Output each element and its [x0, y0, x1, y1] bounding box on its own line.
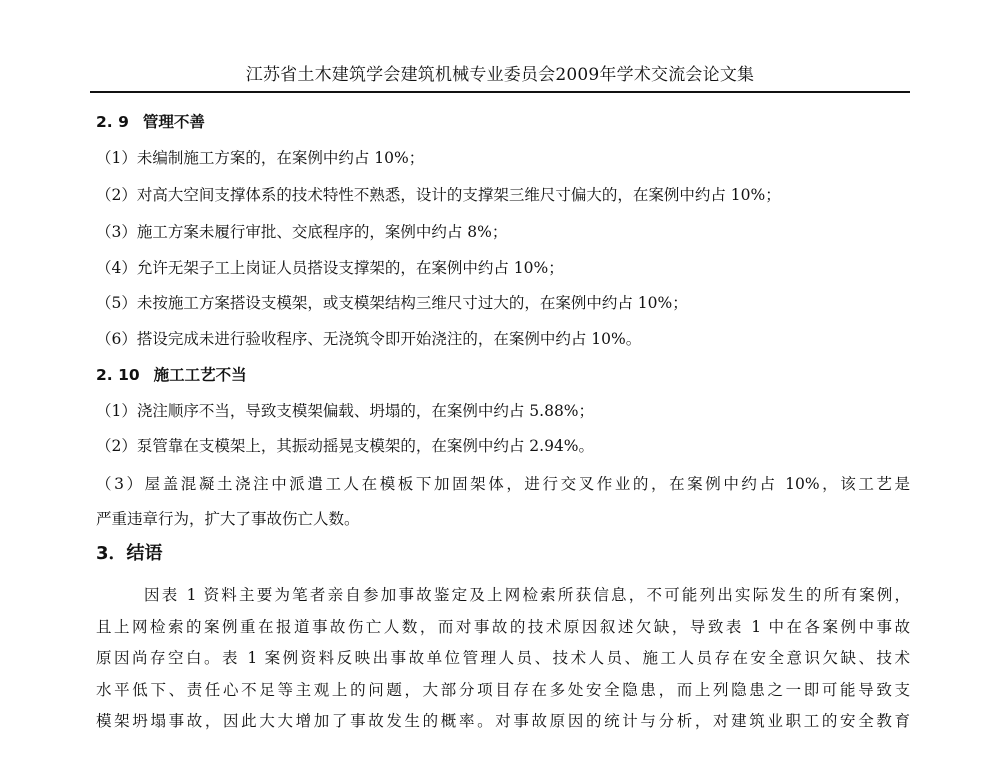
paragraph-line: 且上网检索的案例重在报道事故伤亡人数，而对事故的技术原因叙述欠缺，导致表 1 中在各案例中事故 — [96, 617, 910, 636]
section-2-10-item-3-continued: 严重违章行为，扩大了事故伤亡人数。 — [96, 510, 360, 528]
conclusion-paragraph — [96, 580, 910, 738]
section-3-heading: 3．结语 — [96, 543, 163, 564]
section-2-10-item-3: （3）屋盖混凝土浇注中派遣工人在模板下加固架体，进行交叉作业的，在案例中约占 10%，该工艺是 — [96, 475, 910, 493]
paragraph-line: 模架坍塌事故，因此大大增加了事故发生的概率。对事故原因的统计与分析，对建筑业职工的安全教育 — [96, 712, 910, 730]
paragraph-line: 原因尚存空白。表 1 案例资料反映出事故单位管理人员、技术人员、施工人员存在安全意识欠缺、技术 — [96, 649, 910, 667]
section-2-9-item-1: （1）未编制施工方案的，在案例中约占 10%； — [96, 149, 425, 167]
section-2-10-heading — [96, 364, 247, 386]
section-2-9-item-3: （3）施工方案未履行审批、交底程序的，案例中约占 8%； — [96, 223, 508, 241]
section-2-9-title: 管理不善 — [142, 113, 205, 131]
section-2-9-heading — [96, 111, 205, 133]
section-2-9-item-2: （2）对高大空间支撑体系的技术特性不熟悉，设计的支撑架三维尺寸偏大的，在案例中约占 10%； — [96, 186, 781, 204]
paragraph-line: 因表 1 资料主要为笔者亲自参加事故鉴定及上网检索所获信息，不可能列出实际发生的所有案例， — [144, 586, 910, 604]
section-2-10-number: 2. 10 — [96, 366, 140, 384]
paragraph-line: 水平低下、责任心不足等主观上的问题，大部分项目存在多处安全隐患，而上列隐患之一即可能导致支 — [96, 680, 910, 699]
section-2-9-item-4: （4）允许无架子工上岗证人员搭设支撑架的，在案例中约占 10%； — [96, 259, 564, 277]
section-2-10-item-2: （2）泵管靠在支模架上，其振动摇晃支模架的，在案例中约占 2.94%。 — [96, 437, 595, 455]
running-header: 江苏省土木建筑学会建筑机械专业委员会2009年学术交流会论文集 — [245, 65, 755, 85]
section-2-9-item-6: （6）搭设完成未进行验收程序、无浇筑令即开始浇注的，在案例中约占 10%。 — [96, 330, 642, 348]
section-2-10-title: 施工工艺不当 — [153, 366, 247, 384]
header-rule — [90, 91, 910, 93]
section-2-9-number: 2. 9 — [96, 113, 129, 131]
section-2-10-item-1: （1）浇注顺序不当，导致支模架偏载、坍塌的，在案例中约占 5.88%； — [96, 402, 595, 420]
section-2-9-item-5: （5）未按施工方案搭设支模架，或支模架结构三维尺寸过大的，在案例中约占 10%； — [96, 294, 688, 312]
